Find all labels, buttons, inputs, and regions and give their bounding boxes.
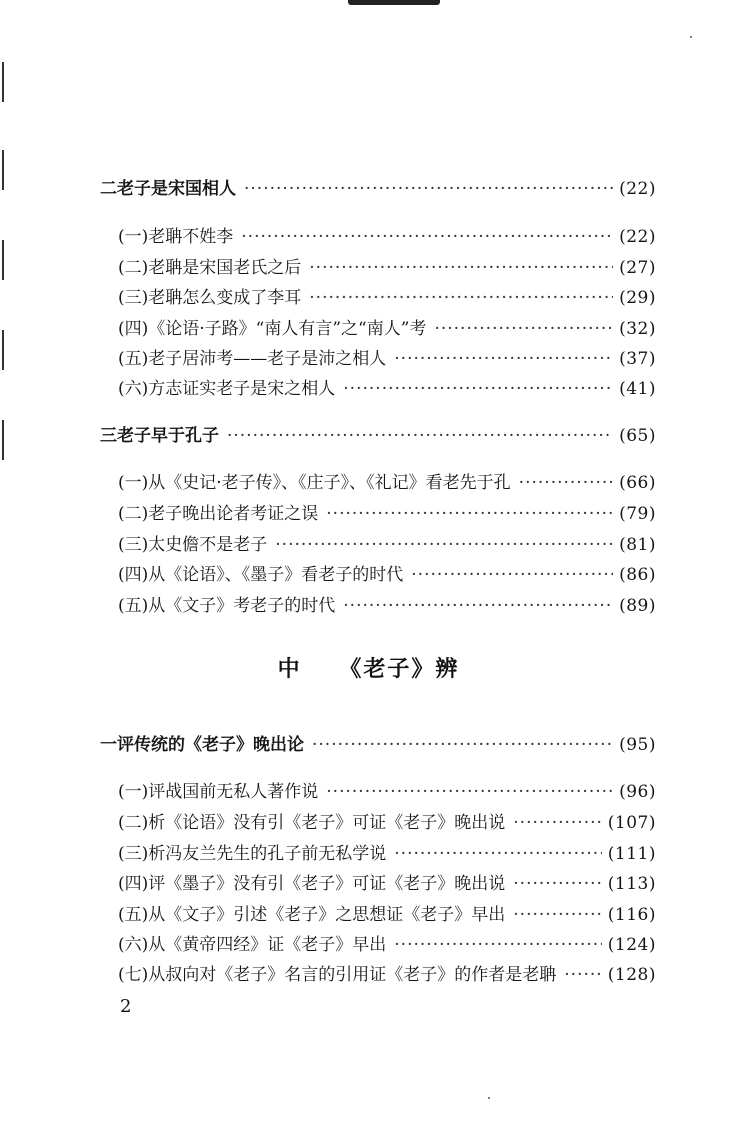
entry-title: (一)评战国前无私人著作说 bbox=[118, 782, 319, 802]
scan-speck bbox=[690, 36, 692, 38]
dot-leader bbox=[434, 318, 613, 340]
toc-subsection-entry bbox=[118, 781, 656, 803]
entry-title: 评传统的《老子》晚出论 bbox=[117, 735, 304, 755]
entry-title: (三)析冯友兰先生的孔子前无私学说 bbox=[118, 844, 387, 864]
part-label: 中 bbox=[277, 656, 302, 682]
binding-shadow-line bbox=[2, 240, 4, 280]
toc-subsection-entry bbox=[118, 226, 656, 248]
entry-title: (三)太史儋不是老子 bbox=[118, 535, 268, 555]
entry-page: (65) bbox=[619, 426, 656, 446]
entry-page: (128) bbox=[607, 965, 656, 985]
toc-section-entry bbox=[100, 734, 656, 756]
toc-subsection-entry bbox=[118, 843, 656, 865]
binding-shadow-line bbox=[2, 150, 4, 190]
entry-title: (一)从《史记·老子传》、《庄子》、《礼记》看老先于孔 bbox=[118, 473, 511, 493]
dot-leader bbox=[326, 503, 613, 525]
dot-leader bbox=[513, 873, 602, 895]
dot-leader bbox=[411, 564, 613, 586]
toc-subsection-entry bbox=[118, 812, 656, 834]
entry-title: (一)老聃不姓李 bbox=[118, 227, 234, 247]
dot-leader bbox=[241, 226, 613, 248]
dot-leader bbox=[519, 472, 613, 494]
dot-leader bbox=[564, 964, 602, 986]
entry-title: 老子是宋国相人 bbox=[117, 179, 236, 199]
page-number: 2 bbox=[120, 996, 132, 1017]
toc-subsection-entry bbox=[118, 472, 656, 494]
dot-leader bbox=[275, 534, 613, 556]
entry-title: (六)从《黄帝四经》证《老子》早出 bbox=[118, 935, 387, 955]
entry-page: (107) bbox=[607, 813, 656, 833]
toc-section-entry bbox=[100, 178, 656, 200]
toc-section-entry bbox=[100, 425, 656, 447]
entry-page: (37) bbox=[619, 349, 656, 369]
entry-title: (五)老子居沛考——老子是沛之相人 bbox=[118, 349, 387, 369]
entry-page: (96) bbox=[619, 782, 656, 802]
entry-title: (四)从《论语》、《墨子》看老子的时代 bbox=[118, 565, 404, 585]
entry-page: (116) bbox=[607, 905, 656, 925]
entry-page: (89) bbox=[619, 596, 656, 616]
entry-page: (41) bbox=[619, 379, 656, 399]
entry-title: (二)老聃是宋国老氏之后 bbox=[118, 258, 302, 278]
entry-title: (五)从《文子》考老子的时代 bbox=[118, 596, 336, 616]
entry-title: (三)老聃怎么变成了李耳 bbox=[118, 288, 302, 308]
entry-title: (四)《论语·子路》“南人有言”之“南人”考 bbox=[118, 319, 427, 339]
dot-leader bbox=[312, 734, 613, 756]
dot-leader bbox=[309, 257, 613, 279]
toc-subsection-entry bbox=[118, 287, 656, 309]
entry-title: (二)老子晚出论者考证之误 bbox=[118, 504, 319, 524]
entry-title: (七)从叔向对《老子》名言的引用证《老子》的作者是老聃 bbox=[118, 965, 557, 985]
top-heading-fragment bbox=[348, 0, 440, 5]
toc-subsection-entry bbox=[118, 564, 656, 586]
dot-leader bbox=[394, 934, 602, 956]
part-heading bbox=[0, 652, 737, 683]
toc-subsection-entry bbox=[118, 348, 656, 370]
toc-subsection-entry bbox=[118, 934, 656, 956]
section-number: 三 bbox=[100, 426, 117, 446]
toc-subsection-entry bbox=[118, 904, 656, 926]
binding-shadow-line bbox=[2, 62, 4, 102]
section-number: 一 bbox=[100, 735, 117, 755]
entry-title: 老子早于孔子 bbox=[117, 426, 219, 446]
dot-leader bbox=[244, 178, 613, 200]
dot-leader bbox=[227, 425, 613, 447]
entry-page: (22) bbox=[619, 227, 656, 247]
entry-page: (95) bbox=[619, 735, 656, 755]
toc-subsection-entry bbox=[118, 378, 656, 400]
entry-title: (四)评《墨子》没有引《老子》可证《老子》晚出说 bbox=[118, 874, 506, 894]
entry-page: (86) bbox=[619, 565, 656, 585]
entry-page: (29) bbox=[619, 288, 656, 308]
toc-subsection-entry bbox=[118, 595, 656, 617]
toc-subsection-entry bbox=[118, 873, 656, 895]
part-title: 《老子》辨 bbox=[339, 656, 460, 682]
dot-leader bbox=[394, 843, 602, 865]
entry-page: (111) bbox=[607, 844, 656, 864]
dot-leader bbox=[394, 348, 613, 370]
entry-title: (五)从《文子》引述《老子》之思想证《老子》早出 bbox=[118, 905, 506, 925]
entry-page: (113) bbox=[607, 874, 656, 894]
entry-page: (81) bbox=[619, 535, 656, 555]
toc-subsection-entry bbox=[118, 964, 656, 986]
binding-shadow-line bbox=[2, 330, 4, 370]
entry-page: (66) bbox=[619, 473, 656, 493]
entry-page: (79) bbox=[619, 504, 656, 524]
toc-subsection-entry bbox=[118, 534, 656, 556]
dot-leader bbox=[343, 595, 613, 617]
toc-subsection-entry bbox=[118, 318, 656, 340]
binding-shadow-line bbox=[2, 420, 4, 460]
entry-title: (二)析《论语》没有引《老子》可证《老子》晚出说 bbox=[118, 813, 506, 833]
entry-page: (27) bbox=[619, 258, 656, 278]
dot-leader bbox=[326, 781, 613, 803]
entry-page: (22) bbox=[619, 179, 656, 199]
toc-subsection-entry bbox=[118, 257, 656, 279]
entry-page: (124) bbox=[607, 935, 656, 955]
entry-title: (六)方志证实老子是宋之相人 bbox=[118, 379, 336, 399]
section-number: 二 bbox=[100, 179, 117, 199]
scan-speck bbox=[488, 1097, 490, 1099]
dot-leader bbox=[343, 378, 613, 400]
toc-subsection-entry bbox=[118, 503, 656, 525]
dot-leader bbox=[513, 904, 602, 926]
entry-page: (32) bbox=[619, 319, 656, 339]
dot-leader bbox=[309, 287, 613, 309]
dot-leader bbox=[513, 812, 602, 834]
